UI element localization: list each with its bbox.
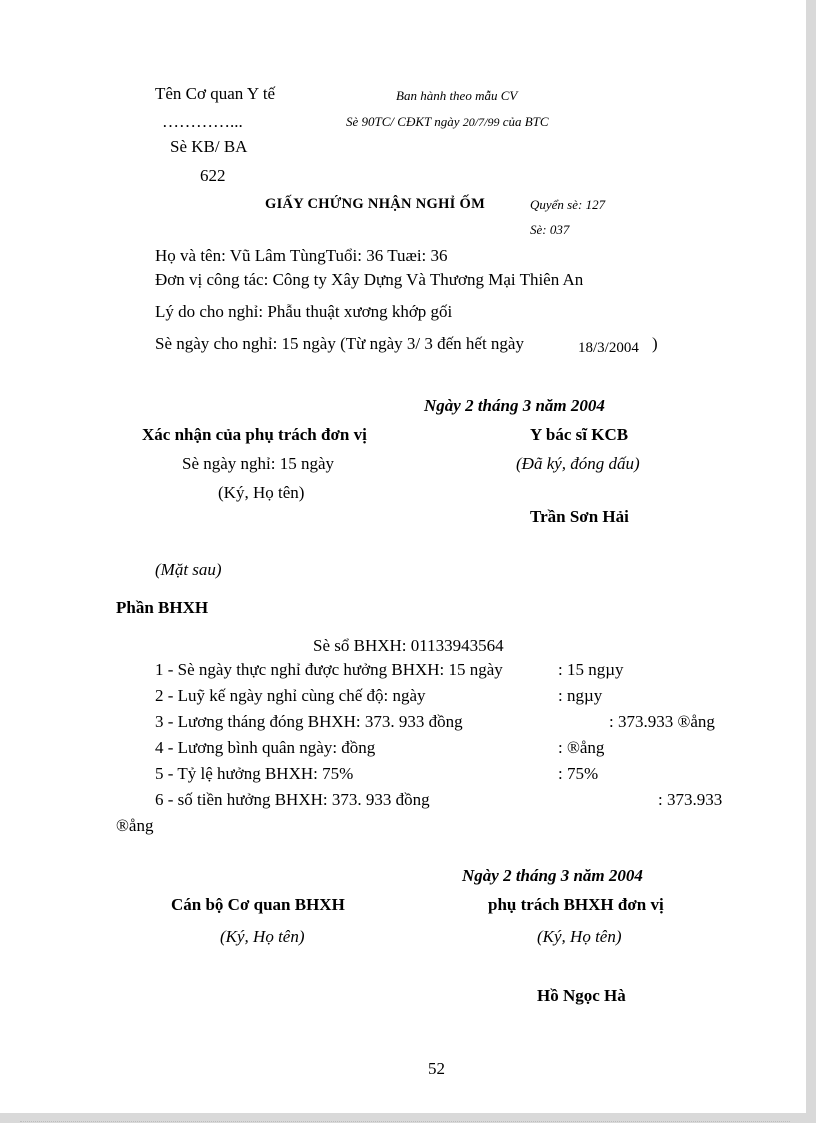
kb-label: Sè KB/ BA — [170, 137, 248, 156]
back-side-label: (Mặt sau) — [155, 560, 222, 579]
item-2-value: : ngµy — [558, 686, 603, 705]
item-5-value: : 75% — [558, 764, 599, 783]
doctor-sign-note: (Đã ký, đóng dấu) — [516, 454, 640, 473]
item-4-value: : ®ång — [558, 738, 605, 757]
section-title: Phần BHXH — [116, 598, 209, 617]
kb-number: 622 — [200, 166, 226, 185]
reason-line: Lý do cho nghỉ: Phẫu thuật xương khớp gối — [155, 302, 453, 321]
item-3-text: 3 - Lương tháng đóng BHXH: 373. 933 đồng — [155, 712, 463, 731]
issued-suffix: của BTC — [502, 114, 549, 129]
bottom-date: Ngày 2 tháng 3 năm 2004 — [462, 866, 643, 885]
item-3-value: : 373.933 ®ång — [609, 712, 715, 731]
unit-days-off: Sè ngày nghỉ: 15 ngày — [182, 454, 335, 473]
issued-prefix: Sè 90TC/ CĐKT ngày — [346, 114, 460, 129]
item-5-text: 5 - Tỷ lệ hưởng BHXH: 75% — [155, 764, 354, 783]
item-6-text: 6 - số tiền hưởng BHXH: 373. 933 đồng — [155, 790, 430, 809]
workplace-line: Đơn vị công tác: Công ty Xây Dựng Và Thương Mại Thiên An — [155, 270, 584, 289]
name-line: Họ và tên: Vũ Lâm TùngTuổi: 36 Tuæi: 36 — [155, 246, 448, 265]
unit-bhxh-name: Hồ Ngọc Hà — [537, 986, 626, 1005]
issued-date: 20/7/99 — [462, 115, 500, 129]
doctor-name: Trần Sơn Hải — [530, 507, 629, 526]
end-date: 18/3/2004 — [578, 340, 639, 356]
item-4-text: 4 - Lương bình quân ngày: đồng — [155, 738, 376, 757]
unit-confirm-heading: Xác nhận của phụ trách đơn vị — [142, 425, 367, 444]
close-paren: ) — [652, 334, 658, 353]
page-number: 52 — [428, 1059, 445, 1078]
issued-line-2 — [346, 112, 549, 132]
page-bottom-dotted-line — [20, 1121, 790, 1122]
insurance-number: Sè sổ BHXH: 01133943564 — [313, 636, 504, 655]
item-6-value: : 373.933 — [658, 790, 723, 809]
unit-sign-note: (Ký, Họ tên) — [218, 483, 305, 502]
item-6-unit: ®ång — [116, 816, 154, 835]
unit-bhxh-sign-note: (Ký, Họ tên) — [537, 927, 622, 946]
item-1-text: 1 - Sè ngày thực nghỉ được hưởng BHXH: 15 ngày — [155, 660, 503, 679]
doctor-heading: Y bác sĩ KCB — [530, 425, 629, 444]
bhxh-officer-heading: Cán bộ Cơ quan BHXH — [171, 895, 345, 914]
item-2-text: 2 - Luỹ kế ngày nghỉ cùng chế độ: ngày — [155, 686, 426, 705]
book-number: Quyển sè: 127 — [530, 197, 606, 212]
bhxh-officer-sign-note: (Ký, Họ tên) — [220, 927, 305, 946]
issued-line-1: Ban hành theo mẫu CV — [396, 88, 518, 103]
document-title: GIẤY CHỨNG NHẬN NGHỈ ỐM — [265, 196, 486, 212]
agency-label: Tên Cơ quan Y tế — [155, 84, 276, 103]
serial-number: Sè: 037 — [530, 222, 570, 237]
unit-bhxh-heading: phụ trách BHXH đơn vị — [488, 895, 664, 914]
top-date: Ngày 2 tháng 3 năm 2004 — [424, 396, 605, 415]
item-1-value: : 15 ngµy — [558, 660, 624, 679]
agency-dots: …………... — [162, 112, 243, 131]
days-line: Sè ngày cho nghỉ: 15 ngày (Từ ngày 3/ 3 đến hết ngày — [155, 334, 524, 353]
